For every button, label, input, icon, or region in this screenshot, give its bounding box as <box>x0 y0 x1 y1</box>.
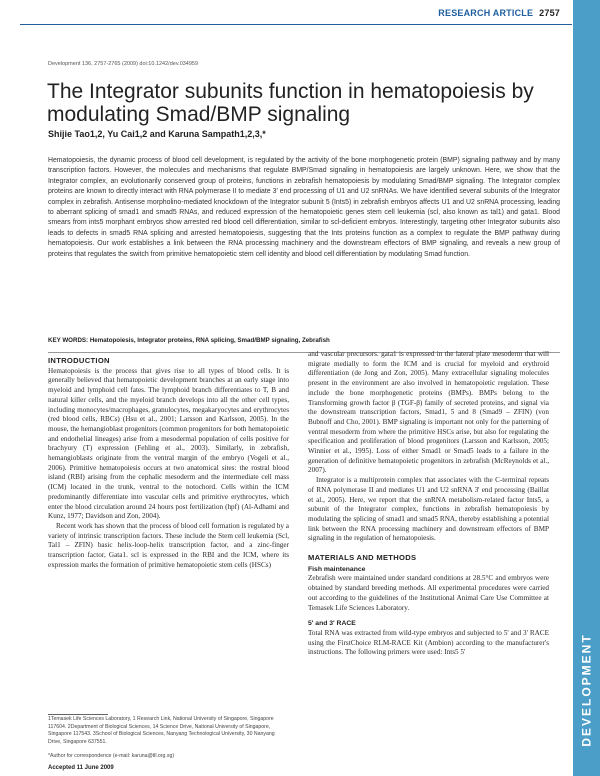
body-column-right <box>308 350 549 658</box>
section-label: RESEARCH ARTICLE <box>438 8 534 18</box>
intro-paragraph-4: Integrator is a multiprotein complex that associates with the C-terminal repeats of RNA polymerase II and mediates U1 and U2 snRNA 3' end processing (Baillat et al., 2005). Here, we report that the snRNA metabolism-related factor Ints5, a subunit of the Integrator complex, functions in zebrafish hematopoiesis by modulating the splicing of smad1 and smad5 RNA, thereby establishing a potential link between the RNA processing machinery and downstream effectors of BMP signaling in the regulation of hematopoiesis. <box>308 476 549 543</box>
fish-maintenance-text: Zebrafish were maintained under standard conditions at 28.5°C and embryos were obtained by standard breeding methods. All experimental procedures were carried out according to the guidelines of the Institutional Animal Care Use Committee at Temasek Life Sciences Laboratory. <box>308 574 549 612</box>
race-heading: 5' and 3' RACE <box>308 620 356 628</box>
footnote-rule <box>48 714 108 715</box>
header-rule <box>20 24 572 25</box>
page-number: 2757 <box>539 8 560 18</box>
accepted-date: Accepted 11 June 2009 <box>48 765 114 771</box>
correspondence-footnote: *Author for correspondence (e-mail: karuna@tll.org.sg) <box>48 753 175 759</box>
article-title: The Integrator subunits function in hematopoiesis by modulating Smad/BMP signaling <box>47 80 534 126</box>
abstract: Hematopoiesis, the dynamic process of blood cell development, is regulated by the activity of the bone morphogenetic protein (BMP) signaling pathway and by many transcription factors. However, the molecules and mechanisms that regulate BMP/Smad signaling in hematopoiesis are largely unknown. Here, we show that the Integrator complex, an evolutionarily conserved group of proteins, functions in zebrafish hematopoiesis by modulating Smad/BMP signaling. The Integrator complex proteins are known to directly interact with RNA polymerase II to mediate 3' end processing of U1 and U2 snRNAs. We have identified several subunits of the Integrator complex in zebrafish. Antisense morpholino-mediated knockdown of the Integrator subunit 5 (Ints5) in zebrafish embryos affects U1 and U2 snRNA processing, leading to aberrant splicing of smad1 and smad5 RNAs, and reduced expression of the hematopoietic genes stem cell leukemia (scl, also known as tal1) and gata1. Blood smears from ints5 morphant embryos show arrested red blood cell differentiation, similar to scl-deficient embryos. Interestingly, targeting other Integrator subunits also leads to defects in smad5 RNA splicing and arrested hematopoiesis, suggesting that the Ints proteins function as a complex to regulate the BMP pathway during hematopoiesis. Our work establishes a link between the RNA processing machinery and the downstream effectors of BMP signaling, and reveals a new group of proteins that regulates the switch from primitive hematopoietic stem cell identity and blood cell differentiation by modulating Smad function. <box>48 157 560 258</box>
body-column-left <box>48 356 289 570</box>
running-header <box>438 8 560 18</box>
fish-maintenance-heading: Fish maintenance <box>308 565 366 573</box>
introduction-heading: INTRODUCTION <box>48 356 110 365</box>
keywords: KEY WORDS: Hematopoiesis, Integrator proteins, RNA splicing, Smad/BMP signaling, Zebrafish <box>48 337 330 344</box>
affiliations-footnote: 1Temasek Life Sciences Laboratory, 1 Research Link, National University of Singapore, Singapore 117604. 2Department of Biological Sciences, 14 Science Drive, National University of Singapore, Singapore 117543. 3School of Biological Sciences, Nanyang Technological University, 30 Nanyang Drive, Singapore 637551. <box>48 716 275 745</box>
race-text: Total RNA was extracted from wild-type embryos and subjected to 5' and 3' RACE using the FirstChoice RLM-RACE Kit (Ambion) according to the manufacturer's instructions. The following primers were used: Ints5 5' <box>308 628 549 657</box>
intro-paragraph-1: Hematopoiesis is the process that gives rise to all types of blood cells. It is generally believed that hematopoietic development branches at an early stage into myeloid and lymphoid cell fates. The lymphoid branch differentiates to T, B and natural killer cells, and the myeloid branch develops into all the other cell types, including monocytes/macrophages, granulocytes, megakaryocytes and erythrocytes (red blood cells, RBCs) (Hsu et al., 2001; Larsson and Karlsson, 2005). In the mouse, the hemangioblast progenitors (common progenitors for both hematopoietic and endothelial lineages) arise from a mesodermal population of cells positive for brachyury (T) expression (Fehling et al., 2003). Similarly, in zebrafish, hemangioblasts originate from the ventral margin of the embryo (Vogeli et al., 2006). Primitive hematopoiesis occurs at two anatomical sites: the rostral blood island (RBI) arising from the cephalic mesoderm and the intermediate cell mass (ICM) located in the trunk, ventral to the notochord. Cells within the ICM predominantly differentiate into vascular cells and primitive erythrocytes, which enter the blood circulation around 24 hours post fertilization (hpf) (Al-Adhami and Kunz, 1977; Davidson and Zon, 2004). <box>48 366 289 521</box>
intro-paragraph-2: Recent work has shown that the process of blood cell formation is regulated by a variety of intrinsic transcription factors. These include the Stem cell leukemia (Scl, Tal1 – ZFIN) basic helix-loop-helix transcription factor, and a zinc-finger transcription factor, Gata1. scl is expressed in the RBI and the ICM, where its expression marks the formation of primitive hematopoietic stem cells (HSCs) <box>48 521 289 569</box>
intro-paragraph-3: and vascular precursors. gata1 is expressed in the lateral plate mesoderm that will migrate medially to form the ICM and is crucial for myeloid and erythroid differentiation (de Jong and Zon, 2005). Many extracellular signaling molecules present in the environment are also involved in hematopoietic regulation. These include the bone morphogenetic proteins (BMPs). BMPs belong to the Transforming growth factor β (TGF-β) family of secreted proteins, and signal via the downstream transcription factors, Smad1, 5 and 8 (Smad9 – ZFIN) (von Bubnoff and Cho, 2001). BMP signaling is important not only for the patterning of ventral mesoderm from where the primitive HSCs arise, but also for regulating the specification and proliferation of blood progenitors (Larsson and Karlsson, 2005; Winnier et al., 1995). Loss of either Smad1 or Smad5 leads to a failure in the generation of definitive hematopoietic progenitors in zebrafish (McReynolds et al., 2007). <box>308 350 549 475</box>
author-list: Shijie Tao1,2, Yu Cai1,2 and Karuna Sampath1,2,3,* <box>48 129 266 139</box>
citation-line: Development 136, 2757-2765 (2009) doi:10.1242/dev.034959 <box>48 61 199 67</box>
methods-heading: MATERIALS AND METHODS <box>308 553 417 563</box>
journal-side-label: DEVELOPMENT <box>579 633 594 747</box>
